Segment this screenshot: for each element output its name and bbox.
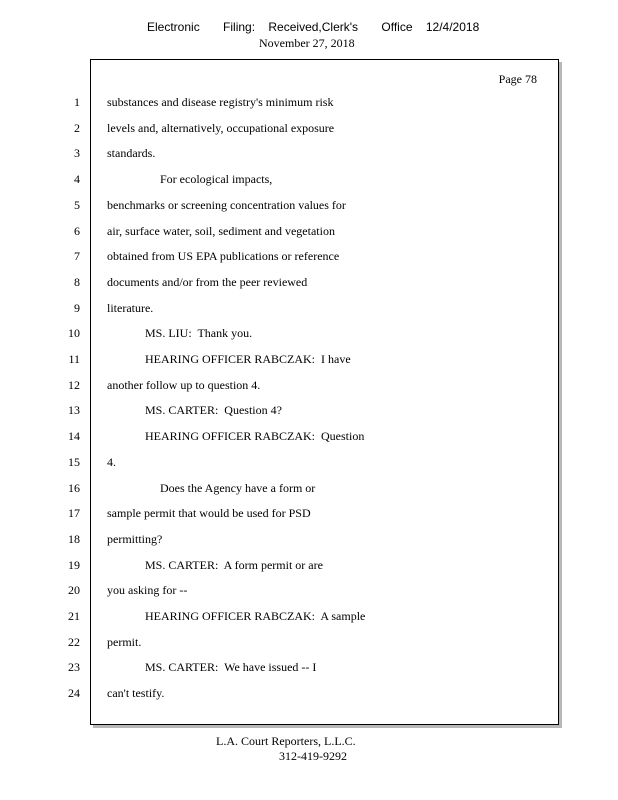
line-number: 1 bbox=[74, 95, 80, 109]
stamp-word-received: Received,Clerk's bbox=[268, 20, 359, 34]
line-text: air, surface water, soil, sediment and vegetation bbox=[107, 224, 335, 238]
line-number: 15 bbox=[68, 455, 80, 469]
line-number: 21 bbox=[68, 609, 80, 623]
stamp-word-electronic: Electronic bbox=[147, 20, 200, 34]
line-text: obtained from US EPA publications or reference bbox=[107, 249, 340, 263]
line-number: 14 bbox=[68, 429, 80, 443]
line-number: 13 bbox=[68, 403, 80, 417]
line-number: 23 bbox=[68, 660, 80, 674]
footer-company: L.A. Court Reporters, L.L.C. bbox=[216, 734, 356, 748]
line-number: 10 bbox=[68, 326, 80, 340]
line-number: 8 bbox=[74, 275, 80, 289]
line-text: MS. CARTER: Question 4? bbox=[145, 403, 282, 417]
line-text: literature. bbox=[107, 301, 154, 315]
stamp-word-office: Office bbox=[381, 20, 413, 34]
line-number: 5 bbox=[74, 198, 80, 212]
line-number: 17 bbox=[68, 506, 80, 520]
header-date: November 27, 2018 bbox=[259, 36, 355, 50]
line-number: 9 bbox=[74, 301, 80, 315]
line-text: 4. bbox=[107, 455, 116, 469]
line-number: 19 bbox=[68, 558, 80, 572]
line-text: For ecological impacts, bbox=[160, 172, 273, 186]
line-text: HEARING OFFICER RABCZAK: I have bbox=[145, 352, 351, 366]
line-number: 11 bbox=[68, 352, 80, 366]
line-text: sample permit that would be used for PSD bbox=[107, 506, 311, 520]
line-number: 2 bbox=[74, 121, 80, 135]
line-text: documents and/or from the peer reviewed bbox=[107, 275, 308, 289]
line-text: you asking for -- bbox=[107, 583, 188, 597]
line-number: 7 bbox=[74, 249, 80, 263]
line-number: 12 bbox=[68, 378, 80, 392]
line-text: standards. bbox=[107, 146, 156, 160]
stamp-date: 12/4/2018 bbox=[425, 20, 480, 34]
page-number: Page 78 bbox=[498, 72, 537, 86]
filing-stamp bbox=[147, 20, 479, 34]
line-number: 18 bbox=[68, 532, 80, 546]
line-number: 24 bbox=[68, 686, 80, 700]
line-text: HEARING OFFICER RABCZAK: Question bbox=[145, 429, 365, 443]
line-text: HEARING OFFICER RABCZAK: A sample bbox=[145, 609, 366, 623]
line-text: MS. CARTER: A form permit or are bbox=[145, 558, 323, 572]
line-text: can't testify. bbox=[107, 686, 165, 700]
line-text: another follow up to question 4. bbox=[107, 378, 261, 392]
line-text: Does the Agency have a form or bbox=[160, 481, 316, 495]
line-text: MS. CARTER: We have issued -- I bbox=[145, 660, 317, 674]
line-number: 3 bbox=[74, 146, 80, 160]
line-number: 20 bbox=[68, 583, 80, 597]
line-text: permit. bbox=[107, 635, 142, 649]
line-text: benchmarks or screening concentration values for bbox=[107, 198, 346, 212]
line-text: MS. LIU: Thank you. bbox=[145, 326, 253, 340]
stamp-word-filing: Filing: bbox=[223, 20, 256, 34]
line-number: 16 bbox=[68, 481, 80, 495]
line-text: substances and disease registry's minimum risk bbox=[107, 95, 334, 109]
line-number: 6 bbox=[74, 224, 80, 238]
footer-phone: 312-419-9292 bbox=[279, 749, 347, 763]
line-number: 4 bbox=[74, 172, 80, 186]
line-text: levels and, alternatively, occupational exposure bbox=[107, 121, 335, 135]
line-number: 22 bbox=[68, 635, 80, 649]
line-text: permitting? bbox=[107, 532, 163, 546]
